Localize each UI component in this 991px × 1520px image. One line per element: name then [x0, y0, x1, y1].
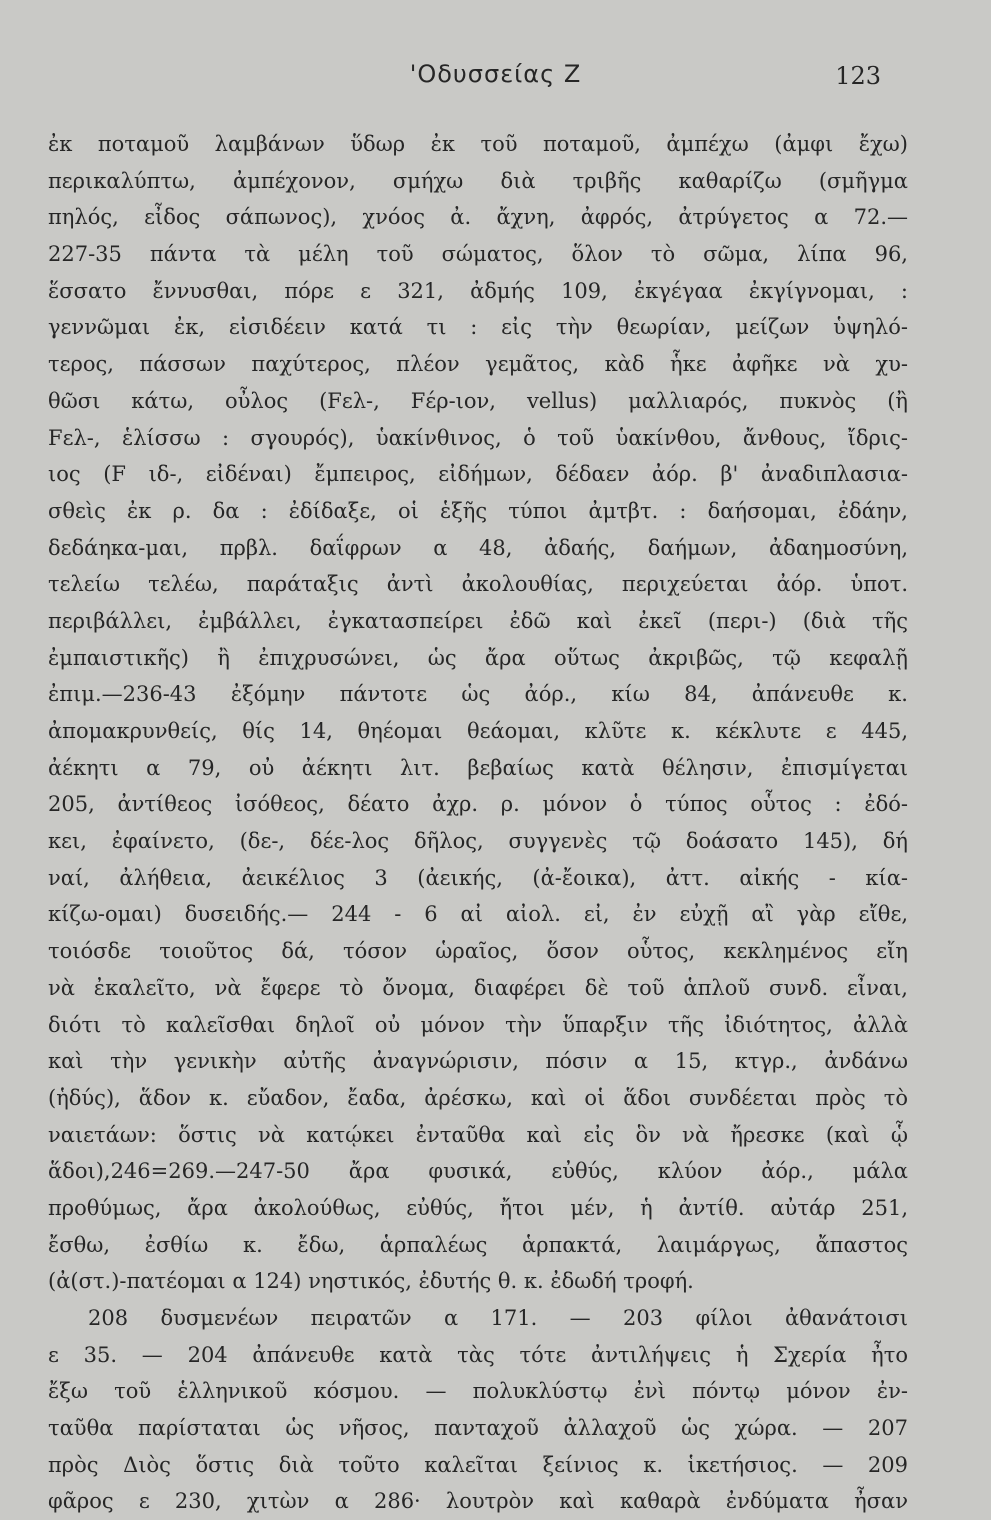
text-line: κει, ἐφαίνετο, (δε-, δέε-λος δῆλος, συγγενὲς τῷ δοάσατο 145), δή — [48, 829, 908, 854]
text-line: ἀπομακρυνθείς, θίς 14, θηέομαι θεάομαι, κλῦτε κ. κέκλυτε ε 445, — [48, 719, 908, 743]
text-line: ἔσθω, ἐσθίω κ. ἔδω, ἁρπαλέως ἁρπακτά, λαιμάργως, ἄπαστος — [48, 1232, 908, 1257]
text-line: ιος (F ιδ-, εἰδέναι) ἔμπειρος, εἰδήμων, δέδαεν ἀόρ. β' ἀναδιπλασια- — [48, 462, 908, 487]
text-line: 227-35 πάντα τὰ μέλη τοῦ σώματος, ὅλον τὸ σῶμα, λίπα 96, — [48, 242, 908, 267]
text-line: ναιετάων: ὅστις νὰ κατῴκει ἐνταῦθα καὶ εἰς ὃν νὰ ἤρεσκε (καὶ ᾧ — [48, 1122, 908, 1147]
text-line: τοιόσδε τοιοῦτος δά, τόσον ὡραῖος, ὅσον οὗτος, κεκλημένος εἴη — [48, 939, 908, 964]
text-line: ἔξω τοῦ ἑλληνικοῦ κόσμου. — πολυκλύστῳ ἐνὶ πόντῳ μόνον ἐν- — [48, 1379, 908, 1404]
text-line: τελείω τελέω, παράταξις ἀντὶ ἀκολουθίας, περιχεύεται ἀόρ. ὑποτ. — [48, 572, 908, 597]
text-line: ε 35. — 204 ἀπάνευθε κατὰ τὰς τότε ἀντιλήψεις ἡ Σχερία ἦτο — [48, 1342, 908, 1367]
text-line: γεννῶμαι ἐκ, εἰσιδέειν κατά τι : εἰς τὴν θεωρίαν, μείζων ὑψηλό- — [48, 315, 908, 340]
text-line: περιβάλλει, ἐμβάλλει, ἐγκατασπείρει ἐδῶ καὶ ἐκεῖ (περι-) (διὰ τῆς — [48, 608, 908, 633]
text-line: ταῦθα παρίσταται ὡς νῆσος, πανταχοῦ ἀλλαχοῦ ὡς χώρα. — 207 — [48, 1416, 908, 1441]
text-line: δεδάηκα-μαι, πρβλ. δαΐφρων α 48, ἀδαής, δαήμων, ἀδαημοσύνη, — [48, 535, 908, 560]
running-head — [0, 60, 991, 100]
text-line: καὶ τὴν γενικὴν αὐτῆς ἀναγνώρισιν, πόσιν α 15, κτγρ., ἀνδάνω — [48, 1049, 908, 1074]
text-line: ἐπιμ.—236-43 ἐξόμην πάντοτε ὡς ἀόρ., κίω 84, ἀπάνευθε κ. — [48, 682, 908, 707]
text-line: προθύμως, ἄρα ἀκολούθως, εὐθύς, ἤτοι μέν, ἡ ἀντίθ. αὐτάρ 251, — [48, 1195, 908, 1220]
text-line: (ἀ(στ.)-πατέομαι α 124) νηστικός, ἐδυτής θ. κ. ἐδωδή τροφή. — [48, 1269, 694, 1294]
text-line: κίζω-ομαι) δυσειδής.— 244 - 6 αἰ αἰολ. εἰ, ἐν εὐχῇ αἲ γὰρ εἴθε, — [48, 902, 908, 927]
text-line: (ἡδύς), ἅδον κ. εὔαδον, ἔαδα, ἀρέσκω, καὶ οἱ ἅδοι συνδέεται πρὸς τὸ — [48, 1085, 908, 1110]
text-line: τερος, πάσσων παχύτερος, πλέον γεμᾶτος, κὰδ ἧκε ἀφῆκε νὰ χυ- — [48, 352, 908, 377]
text-line: ἀέκητι α 79, οὐ ἀέκητι λιτ. βεβαίως κατὰ θέλησιν, ἐπισμίγεται — [48, 755, 908, 780]
text-line: 208 δυσμενέων πειρατῶν α 171. — 203 φίλοι ἀθανάτοισι — [88, 1306, 908, 1330]
running-title: 'Οδυσσείας Ζ — [409, 60, 582, 88]
text-line: Fελ-, ἑλίσσω : σγουρός), ὑακίνθινος, ὁ τοῦ ὑακίνθου, ἄνθους, ἴδρις- — [48, 425, 908, 450]
text-line: νὰ ἐκαλεῖτο, νὰ ἔφερε τὸ ὄνομα, διαφέρει δὲ τοῦ ἁπλοῦ συνδ. εἶναι, — [48, 975, 908, 1000]
text-line: ἅδοι),246=269.—247-50 ἄρα φυσικά, εὐθύς, κλύον ἀόρ., μάλα — [48, 1159, 908, 1184]
text-line: πρὸς Διὸς ὅστις διὰ τοῦτο καλεῖται ξείνιος κ. ἱκετήσιος. — 209 — [48, 1452, 908, 1477]
text-line: περικαλύπτω, ἀμπέχονον, σμήχω διὰ τριβῆς καθαρίζω (σμῆγμα — [48, 168, 908, 193]
text-line: φᾶρος ε 230, χιτὼν α 286· λουτρὸν καὶ καθαρὰ ἐνδύματα ἦσαν — [48, 1489, 908, 1514]
text-line: διότι τὸ καλεῖσθαι δηλοῖ οὐ μόνον τὴν ὕπαρξιν τῆς ἰδιότητος, ἀλλὰ — [48, 1012, 908, 1037]
text-line: θῶσι κάτω, οὖλος (Fελ-, Fέρ-ιον, vellus) μαλλιαρός, πυκνὸς (ἢ — [48, 388, 908, 413]
text-line: σθεὶς ἐκ ρ. δα : ἐδίδαξε, οἱ ἑξῆς τύποι ἀμτβτ. : δαήσομαι, ἐδάην, — [48, 498, 908, 523]
text-line: ἐμπαιστικῆς) ἢ ἐπιχρυσώνει, ὡς ἄρα οὕτως ἀκριβῶς, τῷ κεφαλῇ — [48, 645, 908, 670]
page-number: 123 — [835, 62, 881, 90]
text-line: ἕσσατο ἔννυσθαι, πόρε ε 321, ἀδμής 109, ἐκγέγαα ἐκγίγνομαι, : — [48, 278, 908, 303]
text-line: ναί, ἀλήθεια, ἀεικέλιος 3 (ἀεικής, (ἀ-ἔοικα), ἀττ. αἰκής - κία- — [48, 865, 908, 890]
text-line: πηλός, εἶδος σάπωνος), χνόος ἀ. ἄχνη, ἀφρός, ἀτρύγετος α 72.— — [48, 205, 908, 230]
text-line: ἐκ ποταμοῦ λαμβάνων ὕδωρ ἐκ τοῦ ποταμοῦ, ἀμπέχω (ἀμφι ἔχω) — [48, 132, 908, 156]
text-line: 205, ἀντίθεος ἰσόθεος, δέατο ἀχρ. ρ. μόνον ὁ τύπος οὗτος : ἐδό- — [48, 792, 908, 817]
commentary-text — [48, 126, 908, 1520]
